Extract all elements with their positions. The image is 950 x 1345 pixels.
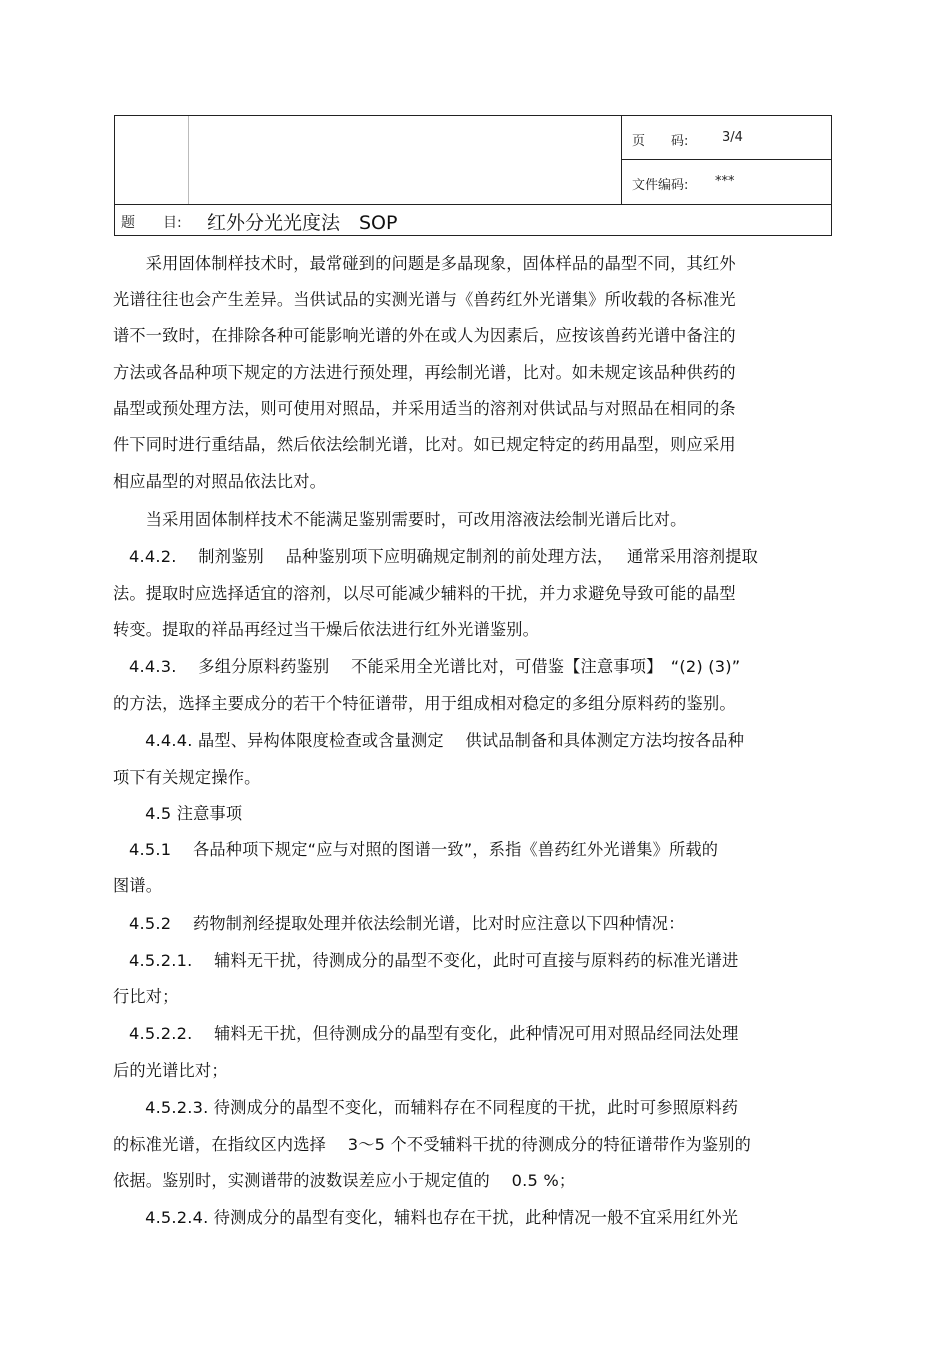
header-table	[114, 115, 832, 236]
text-line: 法。提取时应选择适宜的溶剂，以尽可能减少辅料的干扰，并力求避免导致可能的晶型	[113, 584, 736, 603]
document-code-label: 文件编码:	[632, 178, 689, 193]
text-line: 件下同时进行重结晶，然后依法绘制光谱，比对。如已规定特定的药用晶型，则应采用	[113, 435, 736, 454]
text-line: 4.5.2.3. 待测成分的晶型不变化，而辅料存在不同程度的干扰，此时可参照原料药	[113, 1098, 739, 1117]
text-line: 谱不一致时，在排除各种可能影响光谱的外在或人为因素后，应按该兽药光谱中备注的	[113, 326, 736, 345]
text-line: 4.4.4. 晶型、异构体限度检查或含量测定 供试品制备和具体测定方法均按各品种	[113, 731, 745, 750]
title-label: 题 目:	[121, 215, 182, 231]
text-line: 4.4.2. 制剂鉴别 品种鉴别项下应明确规定制剂的前处理方法， 通常采用溶剂提取	[113, 547, 759, 566]
text-line: 4.5.1 各品种项下规定“应与对照的图谱一致”，系指《兽药红外光谱集》所载的	[113, 840, 719, 859]
divider	[621, 159, 831, 160]
text-line: 4.4.3. 多组分原料药鉴别 不能采用全光谱比对，可借鉴【注意事项】 “(2) (3)”	[113, 657, 741, 676]
page-number-label: 页 码:	[632, 134, 689, 149]
text-line: 光谱往往也会产生差异。当供试品的实测光谱与《兽药红外光谱集》所收载的各标准光	[113, 290, 736, 309]
text-line: 图谱。	[113, 876, 163, 895]
document-code-value: ***	[715, 174, 735, 189]
text-line: 相应晶型的对照品依法比对。	[113, 472, 327, 491]
text-line: 后的光谱比对；	[113, 1061, 228, 1080]
text-line: 采用固体制样技术时，最常碰到的问题是多晶现象，固体样品的晶型不同，其红外	[113, 254, 736, 273]
divider	[115, 204, 831, 205]
text-line: 依据。鉴别时，实测谱带的波数误差应小于规定值的 0.5 %；	[113, 1171, 576, 1190]
section-heading: 4.5 注意事项	[113, 804, 243, 823]
document-title: 红外分光光度法 SOP	[207, 212, 398, 234]
divider	[188, 116, 189, 204]
text-line: 的标准光谱，在指纹区内选择 3～5 个不受辅料干扰的待测成分的特征谱带作为鉴别的	[113, 1135, 752, 1154]
text-line: 转变。提取的祥品再经过当干燥后依法进行红外光谱鉴别。	[113, 620, 540, 639]
text-line: 当采用固体制样技术不能满足鉴别需要时，可改用溶液法绘制光谱后比对。	[113, 510, 687, 529]
text-line: 4.5.2.1. 辅料无干扰，待测成分的晶型不变化，此时可直接与原料药的标准光谱进	[113, 951, 739, 970]
text-line: 晶型或预处理方法，则可使用对照品，并采用适当的溶剂对供试品与对照品在相同的条	[113, 399, 736, 418]
text-line: 行比对；	[113, 987, 179, 1006]
text-line: 的方法，选择主要成分的若干个特征谱带，用于组成相对稳定的多组分原料药的鉴别。	[113, 694, 736, 713]
divider	[621, 116, 622, 204]
text-line: 方法或各品种项下规定的方法进行预处理，再绘制光谱，比对。如未规定该品种供药的	[113, 363, 736, 382]
text-line: 项下有关规定操作。	[113, 768, 261, 787]
page-number-value: 3/4	[722, 130, 743, 145]
text-line: 4.5.2 药物制剂经提取处理并依法绘制光谱，比对时应注意以下四种情况：	[113, 914, 685, 933]
text-line: 4.5.2.2. 辅料无干扰，但待测成分的晶型有变化，此种情况可用对照品经同法处理	[113, 1024, 739, 1043]
text-line: 4.5.2.4. 待测成分的晶型有变化，辅料也存在干扰，此种情况一般不宜采用红外光	[113, 1208, 739, 1227]
